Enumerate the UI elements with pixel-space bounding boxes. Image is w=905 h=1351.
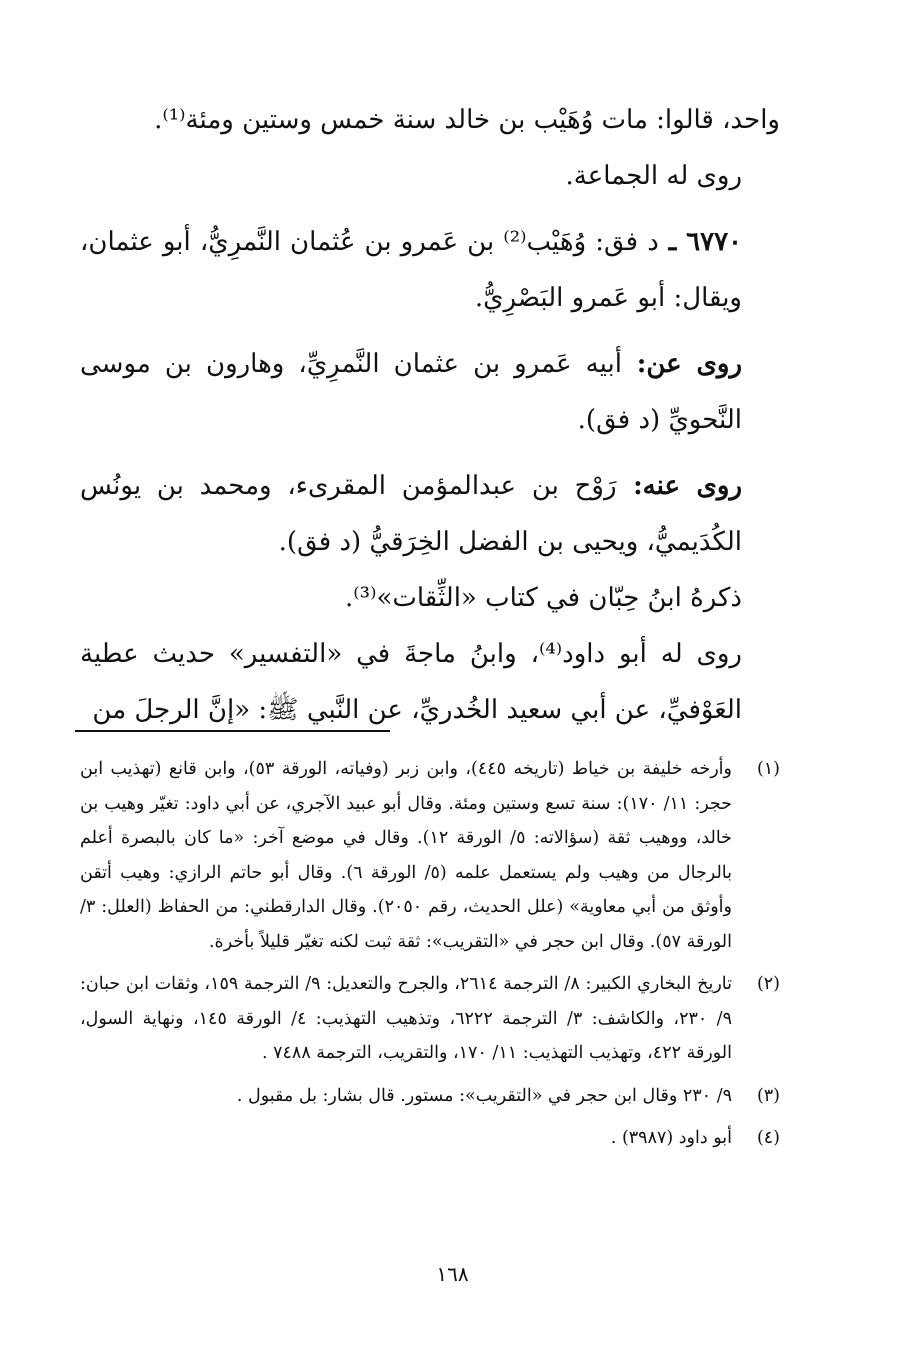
page-number: ١٦٨ [436,1262,469,1286]
narrated-by-text: رَوْح بن عبدالمؤمن المقرىء، ومحمد بن يونُس الكُدَيميُّ، ويحيى بن الفضل الخِرَقيُّ (د فق). [80,471,742,557]
footnote-divider [75,730,390,732]
footnote-number: (٢) [756,974,780,994]
paragraph: ذكرهُ ابنُ حِبّان في كتاب «الثِّقات»⁽³⁾. [345,583,742,613]
footnotes [80,752,780,1164]
footnote-number: (٣) [756,1085,780,1106]
narrated-from-label: روى عن: [621,349,743,379]
footnote-number: (١) [756,759,780,779]
entry-number: ٦٧٧٠ ـ [658,227,742,257]
footnote [80,967,780,1071]
footnote [80,1079,780,1114]
footnote [80,752,780,959]
entry-heading [80,214,780,326]
narrated-by-label: روى عنه: [616,471,742,501]
footnote-text: ٩/ ٢٣٠ وقال ابن حجر في «التقريب»: مستور. قال بشار: بل مقبول . [236,1085,732,1106]
narrated-by [80,458,780,570]
footnote-text: تاريخ البخاري الكبير: ٨/ الترجمة ٢٦١٤، والجرح والتعديل: ٩/ الترجمة ١٥٩، وثقات ابن حبان: ٩/ ٢٣٠، والكاشف: ٣/ الترجمة ٦٢٢٢، وتذهيب التهذيب: ٤/ الورقة ١٤٥، ونهاية السول، الورقة ٤٢٢، وتهذيب التهذيب: ١١/ ١٧٠، والتقريب، الترجمة ٧٤٨٨ . [80,974,732,1063]
footnote-text: وأرخه خليفة بن خياط (تاريخه ٤٤٥)، وابن زبر (وفياته، الورقة ٥٣)، وابن قانع (تهذيب ابن حجر: ١١/ ١٧٠): سنة تسع وستين ومئة. وقال أبو عبيد الآجري، عن أبي داود: تغيّر وهيب بن خالد، ووهيب ثقة (سؤالاته: ٥/ الورقة ١٢). وقال في موضع آخر: «ما كان بالبصرة أعلم بالرجال من وهيب ولم يستعمل علمه (٥/ الورقة ٦). وقال أبو حاتم الرازي: وهيب أتقن وأوثق من أبي معاوية» (علل الحديث، رقم ٢٠٥٠). وقال الدارقطني: من الحفاظ (العلل: ٣/ الورقة ٥٧). وقال ابن حجر في «التقريب»: ثقة ثبت لكنه تغيّر قليلاً بأخرة. [80,759,732,952]
paragraph: روى له الجماعة. [565,161,742,191]
narrated-from-text: أبيه عَمرو بن عثمان النَّمرِيِّ، وهارون بن موسى النَّحويِّ (د فق). [80,349,742,435]
footnote [80,1121,780,1156]
footnote-number: (٤) [756,1128,780,1148]
footnote-text: أبو داود (٣٩٨٧) . [610,1128,732,1148]
paragraph: واحد، قالوا: مات وُهَيْب بن خالد سنة خمس وستين ومئة⁽¹⁾. [154,105,780,135]
main-text [80,92,780,738]
narrated-from [80,336,780,448]
entry-text: د فق: وُهَيْب⁽²⁾ بن عَمرو بن عُثمان النَّمرِيُّ، أبو عثمان، ويقال: أبو عَمرو البَصْرِيُّ. [80,227,742,313]
paragraph: روى له أبو داود⁽⁴⁾، وابنُ ماجةَ في «التفسير» حديث عطية العَوْفيِّ، عن أبي سعيد الخُدريِّ، عن النَّبي ﷺ: «إنَّ الرجلَ من [80,639,742,725]
